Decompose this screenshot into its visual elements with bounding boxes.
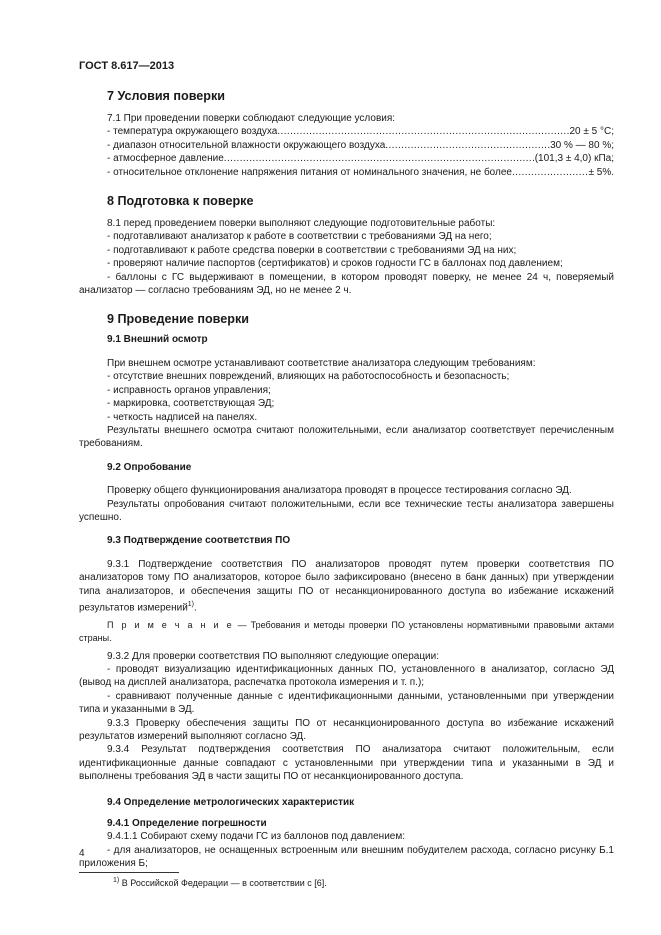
standard-header: ГОСТ 8.617—2013: [79, 60, 175, 72]
document-body: [79, 88, 614, 890]
section-7-title: 7 Условия поверки: [107, 89, 226, 103]
s941-title: 9.4.1 Определение погрешности: [107, 817, 267, 829]
s93-line: 9.3.3 Проверку обеспечения защиты ПО от несанкционированного доступа во избежание искажений результатов измерений выполняют согласно ЭД.: [79, 717, 614, 742]
s92-line: Проверку общего функционирования анализатора проводят в процессе тестирования согласно ЭД.: [107, 485, 572, 497]
page-number: 4: [79, 848, 85, 859]
s8-line: - баллоны с ГС выдерживают в помещении, в котором проводят поверку, не менее 24 ч, поверяемый анализатор — согласно требованиям ЭД, но не менее 2 ч.: [79, 271, 614, 297]
s91-line: - отсутствие внешних повреждений, влияющих на работоспособность и безопасность;: [107, 371, 510, 383]
s92-line: Результаты опробования считают положительными, если все технические тесты анализатора завершены успешно.: [79, 498, 614, 523]
s93-p1: [79, 558, 614, 615]
condition-label: - диапазон относительной влажности окружающего воздуха: [107, 139, 386, 151]
footnote-text: В Российской Федерации — в соответствии с [6].: [119, 877, 327, 888]
s93-line: - сравнивают полученные данные с идентификационными данными, установленными при утверждении типа и указанными в ЭД.: [79, 690, 614, 716]
condition-row: [79, 152, 614, 165]
condition-value: 20 ± 5 °С;: [569, 126, 614, 138]
s8-line: - подготавливают к работе средства поверки в соответствии с требованиями ЭД на них;: [107, 244, 517, 256]
s92-title: 9.2 Опробование: [107, 461, 192, 473]
s93-p1-end: .: [194, 602, 197, 614]
s91-line: - четкость надписей на панелях.: [107, 411, 258, 423]
footnote-ref: 1): [187, 600, 195, 608]
footnote-mark: 1): [113, 876, 120, 884]
condition-label: - относительное отклонение напряжения питания от номинального значения, не более: [107, 166, 512, 178]
note-label: П р и м е ч а н и е: [107, 619, 234, 630]
s7-intro: 7.1 При проведении поверки соблюдают следующие условия:: [107, 113, 396, 124]
s93-line: 9.3.4 Результат подтверждения соответствия ПО анализатора считают положительным, если идентификационные данные совпадают с установленными при утверждении типа и указанными в ЭД и выполнены требования ЭД в части защиты ПО от несанкционированного доступа.: [79, 744, 614, 783]
condition-row: [79, 139, 614, 152]
s94-line: 9.4.1.1 Собирают схему подачи ГС из баллонов под давлением:: [107, 831, 406, 843]
s91-line: Результаты внешнего осмотра считают положительными, если анализатор соответствует перечисленным требованиям.: [79, 424, 614, 450]
condition-row: [79, 166, 614, 179]
s91-line: - маркировка, соответствующая ЭД;: [107, 398, 275, 410]
footnote-separator: [79, 872, 179, 873]
condition-label: - температура окружающего воздуха: [107, 126, 278, 138]
s8-line: 8.1 перед проведением поверки выполняют следующие подготовительные работы:: [107, 218, 496, 230]
s93-title: 9.3 Подтверждение соответствия ПО: [107, 535, 291, 547]
s93-line: - проводят визуализацию идентификационных данных ПО, установленного в анализатор, согласно ЭД (вывод на дисплей анализатора, распечатка протокола измерения и т. п.);: [79, 663, 614, 689]
condition-row: [79, 125, 614, 138]
s94-title: 9.4 Определение метрологических характеристик: [107, 796, 355, 808]
condition-label: - атмосферное давление: [107, 153, 224, 165]
note-text: — Требования и методы проверки ПО установлены нормативными правовыми актами страны.: [79, 619, 614, 644]
section-8-title: 8 Подготовка к поверке: [107, 194, 254, 209]
leader-dots: [277, 125, 569, 138]
condition-value: (101,3 ± 4,0) кПа;: [534, 153, 614, 165]
s94-line: - для анализаторов, не оснащенных встроенным или внешним побудителем расхода, согласно рисунку Б.1 приложения Б;: [79, 844, 614, 870]
leader-dots: [385, 139, 550, 152]
section-9-title: 9 Проведение поверки: [107, 312, 249, 327]
s91-line: При внешнем осмотре устанавливают соответствие анализатора следующим требованиям:: [107, 357, 536, 369]
s8-line: - проверяют наличие паспортов (сертификатов) и сроков годности ГС в баллонах под давлением;: [107, 258, 563, 270]
condition-value: ± 5%.: [588, 166, 614, 178]
leader-dots: [512, 166, 589, 179]
s91-line: - исправность органов управления;: [107, 384, 271, 396]
condition-value: 30 % — 80 %;: [550, 139, 614, 151]
s91-title: 9.1 Внешний осмотр: [107, 334, 208, 346]
s93-note: [79, 619, 614, 646]
s93-line: 9.3.2 Для проверки соответствия ПО выполняют следующие операции:: [107, 650, 440, 662]
s93-p1-text: 9.3.1 Подтверждение соответствия ПО анализаторов проводят путем проверки соответствия ПО анализаторов тому ПО анализаторов, которое было зафиксировано (внесено в банк данных) при утверждении типа анализаторов, и обеспечения защиты ПО от несанкционированного доступа во избежание искажений результатов измерений: [79, 558, 614, 614]
leader-dots: [224, 152, 535, 165]
s8-line: - подготавливают анализатор к работе в соответствии с требованиями ЭД на него;: [107, 231, 492, 243]
footnote: [79, 874, 614, 890]
